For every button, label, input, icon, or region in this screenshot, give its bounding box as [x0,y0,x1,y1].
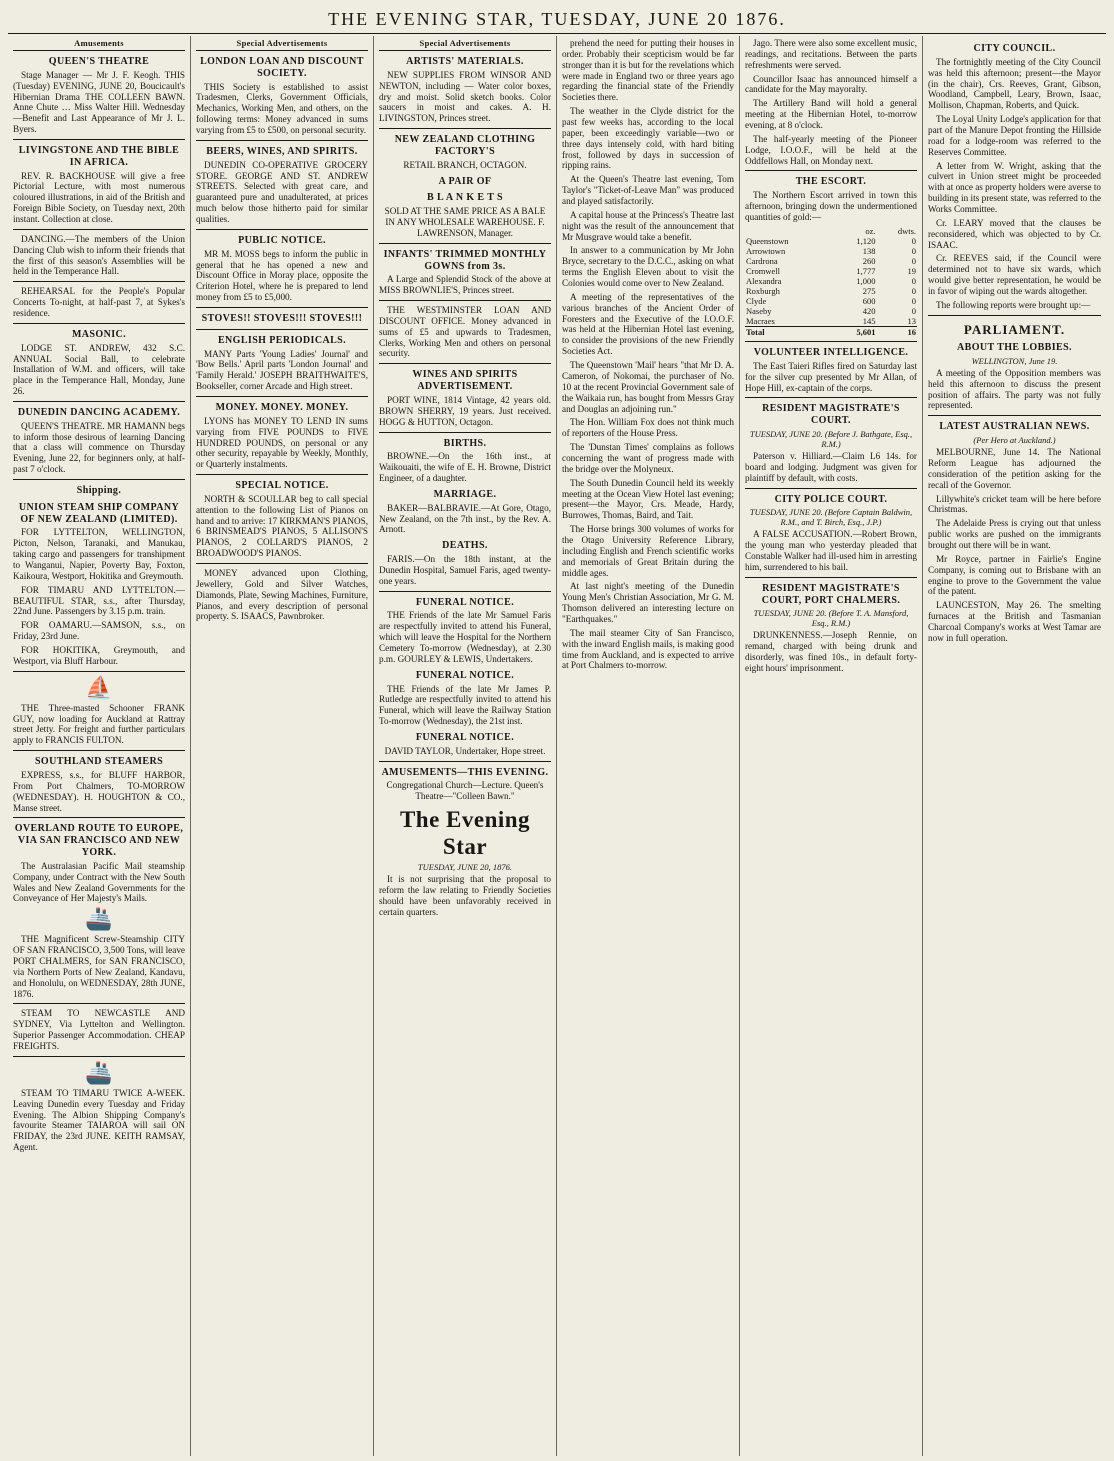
table-header-row [745,226,917,236]
steamship-icon: 🚢 [85,1059,113,1085]
ship-icon: ⛵ [85,674,113,700]
news-paragraph: The half-yearly meeting of the Pioneer Lodge, I.O.O.F., will be held at the Oddfellows Hall, on Monday next. [745,133,917,166]
ad-heading: PUBLIC NOTICE. [238,234,326,246]
table-row [745,286,917,296]
ad-text: THE WESTMINSTER LOAN AND DISCOUNT OFFICE. Money advanced in sums of £5 and upwards to Tradesmen, Clerks, Working Men and others on personal security. [379,305,551,359]
ad-text: A Large and Splendid Stock of the above at MISS BROWNLIE'S, Princes street. [379,274,551,296]
divider [13,1003,185,1004]
ad-text: REV. R. BACKHOUSE will give a free Pictorial Lecture, with most numerous coloured illustrations, in aid of the British and Foreign Bible Society, on Tuesday next, 20th instant. Collection at close. [13,170,185,224]
table-cell: 600 [862,295,876,306]
divider [745,488,917,489]
table-row [745,296,917,306]
ad-text: DANCING.—The members of the Union Dancing Club wish to inform their friends that the first of this season's Assemblies will be held in the Temperance Hall. [13,233,185,277]
ad-heading: NEW ZEALAND CLOTHING FACTORY'S [394,134,536,157]
news-paragraph: DRUNKENNESS.—Joseph Rennie, on remand, charged with being drunk and disorderly, was fined 10s., in default forty-eight hours' imprisonment. [745,630,917,674]
ad-heading: MASONIC. [71,328,127,340]
court-date: TUESDAY, JUNE 20. (Before T. A. Mansford, Esq., R.M.) [753,608,909,629]
table-cell: 260 [862,255,876,266]
ad-heading: DUNEDIN DANCING ACADEMY. [17,406,181,418]
dateline: WELLINGTON, June 19. [971,355,1058,366]
divider [13,671,185,672]
ad-text: PORT WINE, 1814 Vintage, 42 years old. BROWN SHERRY, 19 years. Just received. HOGG & HUTTON, Octagon. [379,394,551,427]
table-cell: 0 [911,255,916,266]
newspaper-nameplate: The Evening Star [399,807,531,860]
ad-text: STEAM TO NEWCASTLE AND SYDNEY, Via Lyttelton and Wellington. Superior Passenger Accommodation. CHEAP FREIGHTS. [13,1008,185,1051]
table-header: dwts. [897,225,916,236]
column-1 [8,36,191,1456]
divider [13,323,185,324]
ad-text: NORTH & SCOULLAR beg to call special attention to the following List of Pianos on hand and to arrive: 17 KIRKMAN'S PIANOS, 6 BRINSMEAD'S PIANOS, 5 ALLISON'S PIANOS, 2 COLLARD'S PIANOS, 2 BROADWOOD'S PIANOS. [196,493,368,559]
notice-text: BROWNE.—On the 16th inst., at Waikouaiti, the wife of E. H. Browne, District Engineer, of a daughter. [379,451,551,484]
news-paragraph: A capital house at the Princess's Theatre last night was the result of the announcement that Mr Musgrave would take a benefit. [562,209,734,242]
news-paragraph: The South Dunedin Council held its weekly meeting at the Ocean View Hotel last evening; present—the Mayor, Crs. Meade, Hardy, Burrowes, Thomas, Baird, and Tait. [562,477,734,521]
ad-text: The Australasian Pacific Mail steamship Company, under Contract with the New South Wales and New Zealand Governments for the Conveyance of Her Majesty's Mails. [13,860,185,904]
editorial-text: It is not surprising that the proposal to reform the law relating to Friendly Societies should have been unfavorably received in certain quarters. [379,874,551,917]
ad-heading: LONDON LOAN AND DISCOUNT SOCIETY. [200,56,364,79]
divider [379,128,551,129]
divider [196,474,368,475]
table-cell: Cromwell [746,265,780,276]
dateline: (Per Hero at Auckland.) [973,435,1056,446]
news-paragraph: prehend the need for putting their houses in order. Probably their scepticism would be far stronger than it is but for the revelations which were made in England two or three years ago regarding the financial state of the Friendly Societies there. [562,38,734,103]
ad-text: FOR OAMARU.—SAMSON, s.s., on Friday, 23rd June. [13,620,185,642]
ad-heading: QUEEN'S THEATRE [48,56,150,68]
masthead-title: THE EVENING STAR, TUESDAY, JUNE 20 1876. [328,9,786,29]
table-cell: 16 [877,326,917,337]
news-paragraph: The Horse brings 300 volumes of works for the Otago University Reference Library, including English and French scientific works and memorials of Great Britain during the middle ages. [562,524,734,578]
news-paragraph: The mail steamer City of San Francisco, with the inward English mails, is making good time from Auckland, and is expected to arrive at Port Chalmers to-morrow. [562,627,734,671]
news-paragraph: The Northern Escort arrived in town this afternoon, bringing down the undermentioned quantities of gold:— [745,190,917,222]
column-3 [374,36,557,1456]
section-heading: RESIDENT MAGISTRATE'S COURT. [762,403,900,427]
divider [196,396,368,397]
divider [928,315,1101,316]
divider [196,229,368,230]
section-heading: FUNERAL NOTICE. [415,596,515,608]
divider [379,761,551,762]
ad-text: MONEY advanced upon Clothing, Jewellery, Gold and Silver Watches, Diamonds, Plate, Sewing Machines, Furniture, Pianos, and every description of personal property. S. ISAACS, Pawnbroker. [196,568,368,622]
escort-table [745,226,917,337]
section-heading: FUNERAL NOTICE. [415,669,515,681]
divider [196,563,368,564]
news-paragraph: LAUNCESTON, May 26. The smelting furnaces at the British and Tasmanian Charcoal Company's works at West Tamar are now in full operation. [928,600,1101,643]
court-date: TUESDAY, JUNE 20. (Before J. Bathgate, Esq., R.M.) [749,428,913,449]
table-cell: 275 [862,285,876,296]
news-paragraph: The following reports were brought up:— [936,299,1091,310]
divider [196,329,368,330]
notice-text: DAVID TAYLOR, Undertaker, Hope street. [384,745,546,756]
news-paragraph: Paterson v. Hilliard.—Claim L6 14s. for board and lodging. Judgment was given for plaintiff by default, with costs. [745,451,917,483]
divider [13,479,185,480]
table-cell: 420 [862,305,876,316]
ad-text: EXPRESS, s.s., for BLUFF HARBOR, From Port Chalmers, TO-MORROW (WEDNESDAY). H. HOUGHTON & CO., Manse street. [13,770,185,813]
news-paragraph: The weather in the Clyde district for the past few weeks has, according to the local paper, been exceedingly variable—two or three days intensely cold, with hard biting frost, followed by days in succession of ripping rains. [562,106,734,171]
notice-text: THE Friends of the late Mr James P. Rutledge are respectfully invited to attend his Funeral, which will leave the Railway Station To-morrow (Wednesday), the 21st inst. [379,683,551,727]
table-cell: 138 [862,245,876,256]
notice-text: Congregational Church—Lecture. Queen's Theatre—"Colleen Bawn." [386,780,544,802]
divider [379,432,551,433]
table-row [745,236,917,246]
ad-heading: ENGLISH PERIODICALS. [217,334,347,346]
news-paragraph: A meeting of the representatives of the various branches of the Ancient Order of Foresters and the Executive of the I.O.O.F. was held at the Hibernian Hotel last evening, to consider the provisions of the new Friendly Societies Act. [562,291,734,357]
column-6 [923,36,1106,1456]
ad-heading: SPECIAL NOTICE. [235,480,329,492]
ad-text: FOR LYTTELTON, WELLINGTON, Picton, Nelson, Taranaki, and Manukau, taking cargo and passengers for transhipment to Wanganui, Napier, Poverty Bay, Foxton, Kaikoura, Westport, Hokitika and Greymouth. [13,527,185,581]
table-cell: 1,777 [856,265,876,276]
section-heading: Shipping. [76,485,122,497]
section-heading: PARLIAMENT. [963,321,1066,337]
ad-text: SOLD AT THE SAME PRICE AS A BALE IN ANY WHOLESALE WAREHOUSE. F. LAWRENSON, Manager. [384,206,546,238]
table-cell: 0 [911,285,916,296]
divider [745,397,917,398]
divider [13,1056,185,1057]
ad-text: THIS Society is established to assist Tradesmen, Clerks, Government Officials, Mechanics, Working Men, and others, on the following terms: Money advanced in sums varying from £5 to £500, on personal security. [196,81,368,136]
news-paragraph: At last night's meeting of the Dunedin Young Men's Christian Association, Mr G. M. Thomson delivered an interesting lecture on "Earthquakes." [562,581,734,624]
news-paragraph: The Artillery Band will hold a general meeting at the Hibernian Hotel, to-morrow evening, at 8 o'clock. [745,98,917,131]
ad-text: DUNEDIN CO-OPERATIVE GROCERY STORE. GEORGE AND ST. ANDREW STREETS. Selected with great care, and guaranteed pure and unadulterated, at prices much below those hitherto paid for similar qualities. [196,159,368,224]
section-heading: VOLUNTEER INTELLIGENCE. [753,347,909,358]
notice-text: FARIS.—On the 18th instant, at the Dunedin Hospital, Samuel Faris, aged twenty-one years. [379,554,551,586]
ad-heading: B L A N K E T S [427,192,503,204]
ad-text: QUEEN'S THEATRE. MR HAMANN begs to inform those desirous of learning Dancing that a class will commence on Thursday Evening, June 22, for beginners only, at half-past 7 o'clock. [13,420,185,475]
table-cell: Roxburgh [746,285,780,296]
divider [379,591,551,592]
table-cell: Total [745,326,834,337]
ad-heading: A PAIR OF [438,175,492,187]
news-paragraph: In answer to a communication by Mr John Bryce, secretary to the D.C.C., asking on what terms the English Eleven about to visit the Colonies would come over to New Zealand. [562,245,734,289]
ad-heading: UNION STEAM SHIP COMPANY OF NEW ZEALAND (LIMITED). [18,501,180,525]
news-paragraph: Jago. There were also some excellent music, readings, and recitations. Between the parts refreshments were served. [745,38,917,70]
table-cell: Arrowtown [746,245,786,256]
divider [13,817,185,818]
nameplate-date: TUESDAY, JUNE 20, 1876. [417,862,513,873]
news-paragraph: Cr. REEVES said, if the Council were determined not to have six wards, which would give better representation, he would be in favor of wiping out the wards altogether. [928,253,1101,296]
table-cell: Alexandra [746,275,782,286]
column-grid [8,36,1106,1456]
table-row [745,276,917,286]
news-paragraph: The Hon. William Fox does not think much of reporters of the House Press. [562,417,734,439]
news-paragraph: MELBOURNE, June 14. The National Reform League has adjourned the consideration of the petition asking for the recall of the Governor. [928,447,1101,490]
ad-heading: LIVINGSTONE AND THE BIBLE IN AFRICA. [18,144,180,168]
divider [745,577,917,578]
divider [13,750,185,751]
table-cell: 0 [911,295,916,306]
table-cell: 19 [907,265,916,276]
divider [379,243,551,244]
section-heading: LATEST AUSTRALIAN NEWS. [939,421,1090,433]
section-heading: DEATHS. [442,540,488,552]
court-date: TUESDAY, JUNE 20. (Before Captain Baldwin, R.M., and T. Birch, Esq., J.P.) [749,507,913,528]
divider [13,229,185,230]
masthead [8,4,1106,34]
table-header: oz. [865,225,876,236]
section-heading: MARRIAGE. [433,488,497,500]
table-cell: Queenstown [746,235,789,246]
ad-text: LYONS has MONEY TO LEND IN sums varying from FIVE POUNDS to FIVE HUNDRED POUNDS, on personal or any other security, repayable by Weekly, Monthly, or Quarterly instalments. [196,415,368,470]
table-cell: Cardrona [746,255,778,266]
table-cell: 1,120 [856,235,876,246]
section-heading: BIRTHS. [443,437,487,449]
divider [379,363,551,364]
divider [196,307,368,308]
news-paragraph: A FALSE ACCUSATION.—Robert Brown, the young man who yesterday pleaded that Constable Walker had ill-used him in arresting him, surrendered to his bail. [745,529,917,572]
column-header: Amusements [13,38,185,51]
table-total-row [745,326,917,337]
subsection-heading: ABOUT THE LOBBIES. [957,342,1072,354]
news-paragraph: The Queenstown 'Mail' hears "that Mr D. A. Cameron, of Nokomai, the purchaser of No. 10 at the recent Provincial Government sale of the Waikaia run, has bought from Messrs Gray and Douglas an adjoining run." [562,360,734,414]
ad-text: LODGE ST. ANDREW, 432 S.C. ANNUAL Social Ball, to celebrate Installation of W.M. and officers, will take place in the Temperance Hall, Monday, June 26. [13,342,185,397]
column-2 [191,36,374,1456]
news-paragraph: The Loyal Unity Lodge's application for that part of the Manure Depot fronting the Hillside road for a lodge-room was referred to the Reserves Committee. [928,114,1101,157]
table-cell: Macraes [746,315,775,326]
ad-text: NEW SUPPLIES FROM WINSOR AND NEWTON, including — Water color boxes, dry and moist. Solid sketch books. Color saucers in moist and cakes. A. H. LIVINGSTON, Princes street. [379,69,551,124]
ad-heading: STOVES!! STOVES!!! STOVES!!! [201,312,363,324]
steamship-icon: 🚢 [85,906,113,932]
news-paragraph: The Adelaide Press is crying out that unless public works are pushed on the immigrants brought out there will be in want. [928,518,1101,550]
divider [928,415,1101,416]
table-cell: Naseby [746,305,772,316]
ad-text: FOR HOKITIKA, Greymouth, and Westport, via Bluff Harbour. [13,645,185,666]
table-row [745,316,917,327]
ad-heading: MONEY. MONEY. MONEY. [215,401,349,413]
ad-text: Stage Manager — Mr J. F. Keogh. THIS (Tuesday) EVENING, JUNE 20, Boucicault's Hibernian Drama THE COLLEEN BAWN. Anne Chute … Miss Walter Hill. Wednesday—Benefit and Last Appearance of Mr J. L. Byers. [13,69,185,135]
table-row [745,266,917,276]
ad-heading: OVERLAND ROUTE TO EUROPE, VIA SAN FRANCISCO AND NEW YORK. [14,823,184,859]
section-heading: AMUSEMENTS—THIS EVENING. [381,766,549,778]
table-header [745,226,834,236]
ad-heading: ARTISTS' MATERIALS. [406,56,524,68]
divider [13,139,185,140]
table-cell: 1,000 [856,275,876,286]
news-paragraph: A letter from W. Wright, asking that the culvert in Union street might be proceeded with at once as property holders were averse to building in its present state, was referred to the Works Committee. [928,160,1101,214]
notice-text: BAKER—BALBRAVIE.—At Gore, Otago, New Zealand, on the 7th inst., by the Rev. A. Arnott. [379,502,551,535]
section-heading: RESIDENT MAGISTRATE'S COURT, PORT CHALMERS. [761,582,901,606]
column-5 [740,36,923,1456]
news-paragraph: Lillywhite's cricket team will be here before Christmas. [928,493,1101,515]
news-paragraph: Councillor Isaac has announced himself a candidate for the May mayoralty. [745,73,917,95]
divider [745,341,917,342]
divider [196,140,368,141]
ad-text: MR M. MOSS begs to inform the public in general that he has opened a new and Discount Office in Moray place, opposite the Criterion Hotel, where he is prepared to lend money from £5 to £5,000. [196,248,368,303]
table-row [745,246,917,256]
divider [13,281,185,282]
section-heading: CITY POLICE COURT. [774,493,888,505]
ad-text: STEAM TO TIMARU TWICE A-WEEK. Leaving Dunedin every Tuesday and Friday Evening. The Albion Shipping Company's favourite Steamer TAIAROA will sail ON FRIDAY, the 23rd JUNE. KEITH RAMSAY, Agent. [13,1087,185,1153]
news-paragraph: The 'Dunstan Times' complains as follows concerning the want of progress made with the bridge over the Molyneux. [562,442,734,474]
table-cell: 0 [911,305,916,316]
column-4 [557,36,740,1456]
news-paragraph: Mr Royce, partner in Fairlie's Engine Company, is coming out to Brisbane with an engine to prove to the Government the value of the patent. [928,553,1101,597]
notice-text: THE Friends of the late Mr Samuel Faris are respectfully invited to attend his Funeral, which will leave the Hospital for the Northern Cemetery To-morrow (Wednesday), at 2.30 p.m. GOURLEY & LEWIS, Undertakers. [379,610,551,664]
table-cell: Clyde [746,295,767,306]
table-cell: 0 [911,245,916,256]
ad-heading: WINES AND SPIRITS ADVERTISEMENT. [412,369,518,393]
news-paragraph: A meeting of the Opposition members was held this afternoon to discuss the present position of affairs. The party was not fully represented. [928,367,1101,411]
ad-heading: BEERS, WINES, AND SPIRITS. [206,145,358,157]
ad-heading: SOUTHLAND STEAMERS [34,756,164,768]
column-header: Special Advertisements [196,38,368,51]
news-paragraph: At the Queen's Theatre last evening, Tom Taylor's "Ticket-of-Leave Man" was produced and played satisfactorily. [562,174,734,207]
ad-text: THE Three-masted Schooner FRANK GUY, now loading for Auckland at Rattray street Jetty. For freight and further particulars apply to FRANCIS FULTON. [13,702,185,746]
table-cell: 145 [862,315,876,326]
ad-text: MANY Parts 'Young Ladies' Journal' and 'Bow Bells.' April parts 'London Journal' and 'Family Herald.' JOSEPH BRAITHWAITE'S, Bookseller, corner Arcade and High street. [196,348,368,392]
table-cell: 5,601 [834,326,876,337]
news-paragraph: The East Taieri Rifles fired on Saturday last for the silver cup presented by Mr Allan, of Hope Hill, ex-captain of the corps. [745,360,917,393]
table-cell: 0 [911,275,916,286]
ad-heading: INFANTS' TRIMMED MONTHLY GOWNS from 3s. [383,248,547,272]
ad-text: REHEARSAL for the People's Popular Concerts To-night, at half-past 7, at Sykes's residence. [13,286,185,319]
divider [13,401,185,402]
column-header: Special Advertisements [379,38,551,51]
divider [379,300,551,301]
section-heading: FUNERAL NOTICE. [415,731,515,743]
news-paragraph: Cr. LEARY moved that the clauses be reconsidered, which was objected to by Cr. ISAAC. [928,217,1101,250]
divider [745,170,917,171]
table-row [745,256,917,266]
table-cell: 13 [907,315,916,326]
section-heading: CITY COUNCIL. [973,43,1056,54]
ad-text: THE Magnificent Screw-Steamship CITY OF SAN FRANCISCO, 3,500 Tons, will leave PORT CHALMERS, for SAN FRANCISCO, via Northern Ports of New Zealand, Kandavu, and Honolulu, on WEDNESDAY, 28th JUNE, 1876. [13,934,185,999]
table-row [745,306,917,316]
ad-text: FOR TIMARU AND LYTTELTON.—BEAUTIFUL STAR, s.s., after Thursday, 22nd June. Passengers by 3.15 p.m. train. [13,584,185,617]
ad-text: RETAIL BRANCH, OCTAGON. [403,159,527,170]
news-paragraph: The fortnightly meeting of the City Council was held this afternoon; present—the Mayor (in the chair), Crs. Reeves, Grant, Gibson, Woodland, Campbell, Leary, Brown, Isaac, Mollison, Chapman, Roberts, and Quick. [928,56,1101,111]
section-heading: THE ESCORT. [795,176,867,188]
table-cell: 0 [911,235,916,246]
